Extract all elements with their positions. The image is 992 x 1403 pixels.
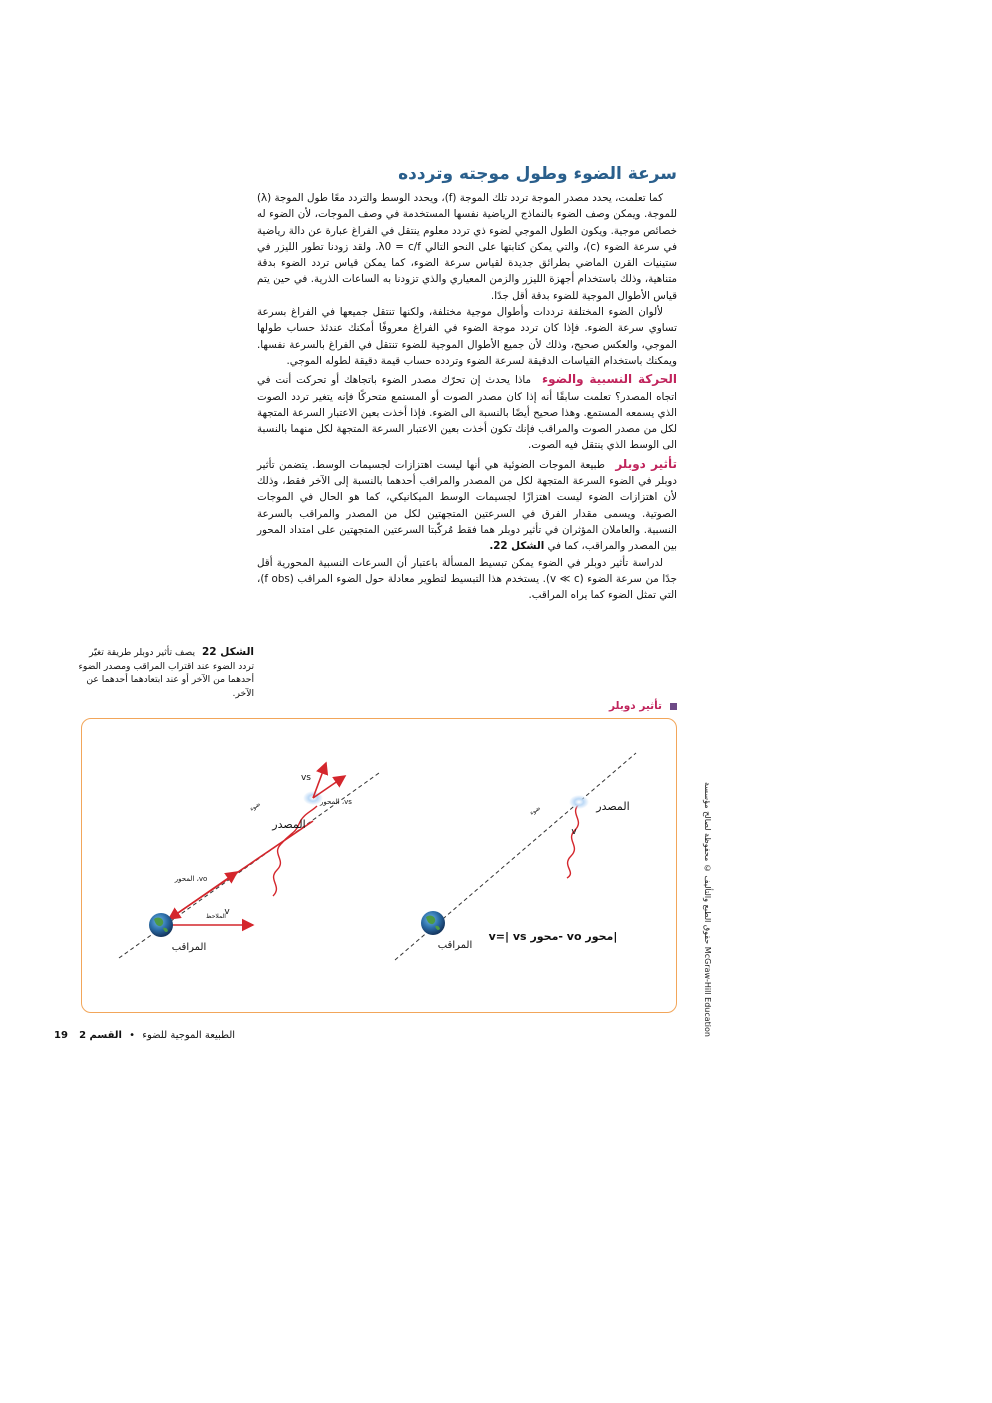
vo-axis-label: vo، المحور xyxy=(174,875,208,883)
caption-text: يصف تأثير دوبلر طريقة تغيّر تردد الضوء عند اقتراب المراقب ومصدر الضوء أحدهما من الآخر أو عند ابتعادهما أحدهما عن الآخر. xyxy=(78,647,254,699)
observer-label-left: المراقب xyxy=(171,942,207,953)
source-label-right: المصدر xyxy=(596,800,630,813)
section-heading-relativity: الحركة النسبية والضوء xyxy=(541,372,677,387)
body-text xyxy=(257,190,677,603)
footer-chapter: الطبيعة الموجية للضوء xyxy=(142,1030,236,1041)
paragraph-relativity xyxy=(257,371,677,453)
page-title: سرعة الضوء وطول موجته وتردده xyxy=(398,164,677,184)
caption-number: الشكل 22 xyxy=(202,646,254,658)
figure-caption xyxy=(72,646,254,700)
paragraph-doppler xyxy=(257,456,677,555)
relative-velocity-equation: v=| vs محور- vo محور| xyxy=(488,930,618,943)
v-label-right: v xyxy=(571,827,577,837)
paragraph-1: كما تعلمت، يحدد مصدر الموجة تردد تلك الموجة (f)، ويحدد الوسط والتردد معًا طول الموجة (λ) للموجة. ويمكن وصف الضوء بالنماذج الرياضية نفسها المستخدمة في وصف الموجات، لأن الضوء له خصائص موجية. ويكون الطول الموجي لضوء ذي تردد معلوم ينتقل في الفراغ عبارة عن دالة رياضية في سرعة الضوء (c)، والتي يمكن كتابتها على النحو التالي λ0 = c/f. ولقد زودنا تطور الليزر في ستينيات القرن الماضي بطرائق جديدة لقياس سرعة الضوء، كما يمكن قياس تردد الضوء بدقة متناهية، وذلك باستخدام أجهزة الليزر والزمن المعياري والذي تزودنا به الساعات الذرية. في حين يتم قياس الأطوال الموجية للضوء بدقة أقل جدًا. xyxy=(257,192,678,302)
v-observed-sub: الملاحظ xyxy=(206,913,226,920)
observer-label-right: المراقب xyxy=(437,940,473,951)
footer-bullet-icon: • xyxy=(129,1030,136,1041)
section-heading-doppler: تأثير دوبلر xyxy=(615,456,677,471)
paragraph-doppler-2: لدراسة تأثير دوبلر في الضوء يمكن تبسيط المسألة باعتبار أن السرعات النسبية المحورية أقل جدًا من سرعة الضوء (v ≪ c). يستخدم هذا التبسيط لتطوير معادلة حول الضوء المراقب (f obs)، التي تمثل الضوء كما يراه المراقب. xyxy=(257,556,678,602)
vs-axis-label-left: vs، المحور xyxy=(320,798,352,806)
light-label-left: ضوء xyxy=(248,800,262,813)
footer-section: القسم 2 xyxy=(79,1030,122,1041)
light-wave-left xyxy=(273,844,281,896)
doppler-figure xyxy=(81,718,677,1013)
figure-title xyxy=(377,700,677,712)
source-glow-right xyxy=(569,795,589,809)
light-label-right: ضوء xyxy=(528,804,542,817)
source-label-left: المصدر xyxy=(272,818,306,831)
figure-title-text: تأثير دوبلر xyxy=(609,700,662,712)
paragraph-2: لألوان الضوء المختلفة ترددات وأطوال موجية مختلفة، ولكنها تنتقل جميعها في الفراغ بسرعة تساوي سرعة الضوء. فإذا كان تردد موجة الضوء في الفراغ معروفًا أمكنك عندئذ حساب طولها الموجي، والعكس صحيح، وذلك لأن جميع الأطوال الموجية للضوء تنتقل في الفراغ بالسرعة نفسها. ويمكنك باستخدام القياسات الدقيقة لسرعة الضوء وتردده حساب قيمة دقيقة لطوله الموجي. xyxy=(257,306,677,367)
copyright-credit: حقوق الطبع والتأليف © محفوظة لصالح مؤسسة McGraw-Hill Education xyxy=(703,782,712,1037)
figure-reference: الشكل 22. xyxy=(489,540,545,553)
v-observed-label: v xyxy=(224,907,230,917)
page-number: 19 xyxy=(54,1030,68,1041)
vs-label-left: vs xyxy=(300,773,312,783)
relativity-text: ماذا يحدث إن تحرّك مصدر الضوء باتجاهك أو تحركت أنت في اتجاه المصدر؟ تعلمت سابقًا أنه إذا كان مصدر الصوت أو المستمع متحركًا فإنه يتغير تردد الصوت الذي يسمعه المستمع. وهذا صحيح أيضًا بالنسبة الى الضوء. فإذا أخذت بعين الاعتبار السرعة المتجهة لكل من مصدر الصوت والمراقب فإنك تكون أخذت بعين الاعتبار السرعة المتجهة لكل منهما بالنسبة الى الوسط الذي ينتقل فيه الصوت. xyxy=(257,374,677,452)
light-wave-right xyxy=(567,804,579,878)
bullet-square-icon xyxy=(670,703,677,710)
doppler-text: طبيعة الموجات الضوئية هي أنها ليست اهتزازات لجسيمات الوسط. يتضمن تأثير دوبلر في الضوء السرعة المتجهة لكل من المصدر والمراقب أحدهما بالنسبة إلى الآخر فقط، وذلك لأن اهتزازات الضوء ليست اهتزازًا لجسيمات الوسط الميكانيكي، كما هو الحال في الموجات الصوتية. ويسمى مقدار الفرق في السرعتين المتجهتين لكل من المصدر والمراقب بالسرعة النسبية. والعاملان المؤثران في تأثير دوبلر هما فقط مُركّبتا السرعتين المتجهتين على امتداد المحور بين المصدر والمراقب، كما في xyxy=(257,458,677,553)
page-footer xyxy=(54,1030,454,1041)
